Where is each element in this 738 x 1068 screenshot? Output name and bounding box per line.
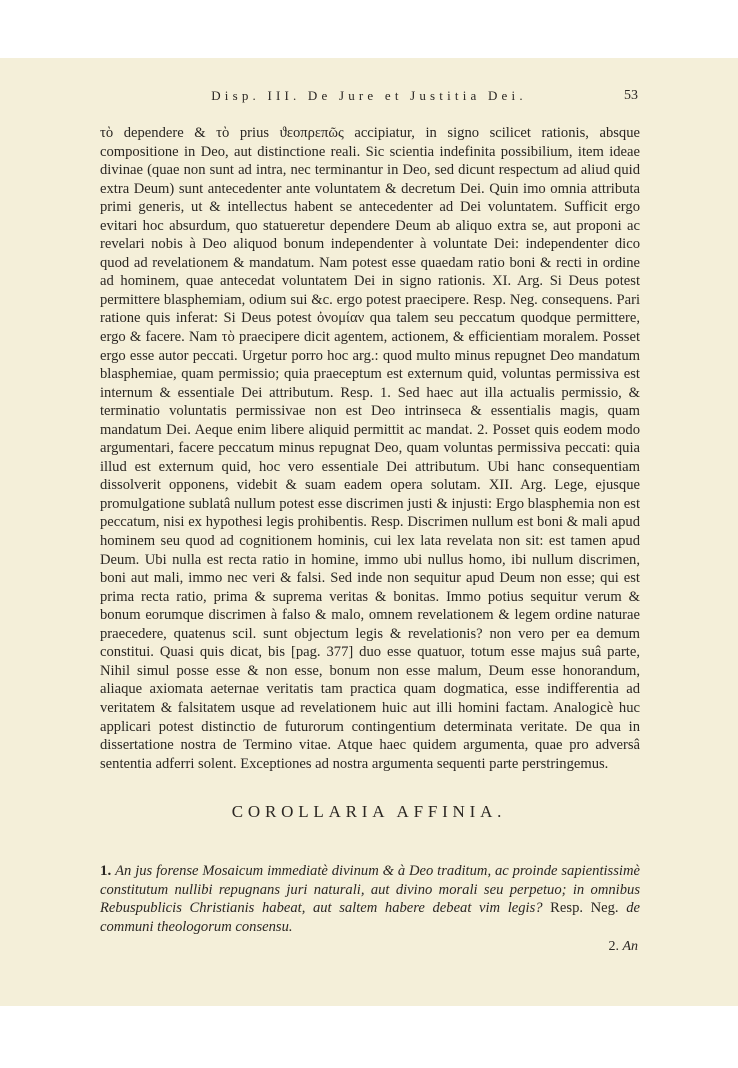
catchword <box>608 939 638 955</box>
body-paragraph: τὸ dependere & τὸ prius ϑεοπρεπῶς accipiatur, in signo scilicet rationis, absque compositione in Deo, aut distinctione reali. Sic scientia indefinita possibilium, item ideae divinae (quae non sunt ad intra, nec terminantur in Deo, sed dicunt respectum ad aliud quid extra Deum) sunt antecedenter ante voluntatem & decretum Dei. Quin imo omnia attributa primi generis, ut & intellectus habent se antecedenter ad Dei voluntatem. Sufficit ergo evitari hoc absurdum, quo statueretur dependere Deum ab aliquo extra se, aut proponi ac revelari nobis à Deo aliquod bonum independenter à voluntate Dei: independenter dico quod ad revelationem & mandatum. Nam potest esse quaedam ratio boni & recti in ordine ad hominem, quae antecedat voluntatem Dei in signo rationis. XI. Arg. Si Deus potest permittere blasphemiam, odium sui &c. ergo potest praecipere. Resp. Neg. consequens. Pari ratione quis inferat: Si Deus potest ὀνομίαν qua talem seu peccatum quodque permittere, ergo & facere. Nam τὸ praecipere dicit agentem, actionem, & efficientiam moralem. Posset ergo esse autor peccati. Urgetur porro hoc arg.: quod multo minus repugnet Deo mandatum blasphemiae, quam permissio; quia praeceptum est externum quid, voluntas permissiva est internum & essentiale Dei attributum. Resp. 1. Sed haec aut illa actualis permissio, & terminatio voluntatis permissivae non est Deo intrinseca & essentialis magis, quam mandatum Dei. Aeque enim libere aliquid permittit ac mandat. 2. Posset quis eodem modo argumentari, facere peccatum minus repugnat Deo, quam voluntas permissiva peccati: quia illud est externum quid, hoc vero essentiale Dei attributum. Ubi hanc consequentiam dissolverit opponens, videbit & suam eadem opera solutam. XII. Arg. Lege, ejusque promulgatione sublatâ nullum potest esse discrimen justi & injusti: Ergo blasphemia non est peccatum, nisi ex hypothesi legis prohibentis. Resp. Discrimen nullum est boni & mali apud hominem seu quod ad cognitionem hominis, cui lex lata revelata non sit: est tamen apud Deum. Ubi nulla est recta ratio in homine, immo ubi nullus homo, ibi nullum discrimen, boni aut mali, immo nec veri & falsi. Sed inde non sequitur apud Deum non esse; qui est prima recta ratio, prima & suprema veritas & bonitas. Immo potius sequitur verum & bonum eorumque discrimen à falso & malo, omnem revelationem & legem ordine naturae praecedere, quatenus scil. sunt objectum legis & revelationis? non vero per ea demum constitui. Quasi quis dicat, bis [pag. 377] duo esse quatuor, totum esse majus suâ parte, Nihil simul posse esse & non esse, bonum non esse malum, Deum esse honorandum, aliaque axiomata aeternae veritatis tam practica quam dogmatica, esse indifferentia ad veritatem & falsitatem usque ad revelationem huic aut illi homini factam. Analogicè huc applicari potest distinctio de futurorum contingentium determinata veritate. De qua in dissertatione nostra de Termino vitae. Atque haec quidem argumenta, quae pro adversâ sententia adferri solent. Exceptiones ad nostra argumenta sequenti parte perstringemus. <box>100 125 640 772</box>
catchword-number: 2. <box>608 939 619 954</box>
catchword-word: An <box>622 939 638 954</box>
corollary-item <box>100 862 640 936</box>
running-title: Disp. III. De Jure et Justitia Dei. <box>211 88 527 103</box>
page-number: 53 <box>624 88 638 103</box>
section-heading: COROLLARIA AFFINIA. <box>231 802 507 821</box>
corollary-response-text: de communi theologorum consensu. <box>100 900 640 935</box>
corollary-response-label: Resp. Neg. <box>550 900 619 916</box>
body-text <box>100 124 640 773</box>
corollary-question: An jus forense Mosaicum immediatè divinum & à Deo traditum, ac proinde sapientissimè constitutum nullibi repugnans juri naturali, aut divino morali seu perpetuo; in omnibus Rebuspublicis Christianis habeat, aut saltem habere debeat vim legis? <box>100 863 640 916</box>
page-header <box>0 88 738 108</box>
corollary-number: 1. <box>100 863 112 879</box>
